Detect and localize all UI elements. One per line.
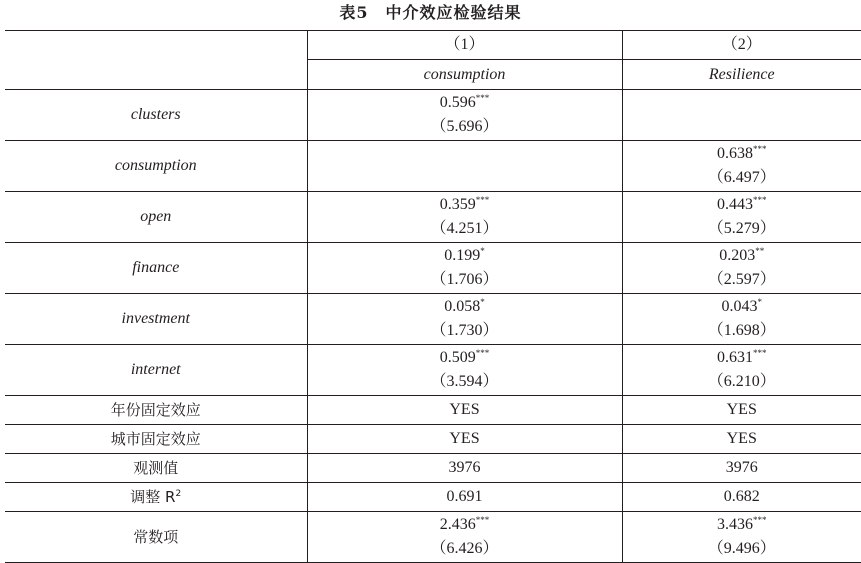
- t-stat: （6.497）: [623, 166, 861, 190]
- coef-value: 2.436: [440, 516, 476, 533]
- control-value: YES: [307, 425, 622, 454]
- table-row: [5, 141, 861, 192]
- t-stat: （9.496）: [623, 537, 861, 561]
- significance-stars: ***: [753, 195, 767, 205]
- row-label: 观测值: [5, 454, 307, 483]
- significance-stars: *: [758, 297, 763, 307]
- significance-stars: ***: [753, 515, 767, 525]
- significance-stars: ***: [476, 515, 490, 525]
- observation-count: 3976: [307, 454, 622, 483]
- table-row: [5, 345, 861, 396]
- significance-stars: ***: [753, 144, 767, 154]
- table-row: [5, 396, 861, 425]
- table-row: [5, 483, 861, 512]
- column-name-2: Resilience: [622, 60, 861, 90]
- t-stat: （3.594）: [308, 370, 622, 394]
- row-label: 年份固定效应: [5, 396, 307, 425]
- row-label: open: [5, 192, 307, 243]
- coef-cell: [622, 192, 861, 243]
- significance-stars: ***: [476, 195, 490, 205]
- r2-superscript: 2: [175, 489, 181, 499]
- coef-cell: [307, 141, 622, 192]
- significance-stars: ***: [753, 348, 767, 358]
- observation-count: 3976: [622, 454, 861, 483]
- table-caption: 表5 中介效应检验结果: [0, 0, 861, 30]
- row-label: 城市固定效应: [5, 425, 307, 454]
- coef-cell: [307, 512, 622, 563]
- table-row: [5, 294, 861, 345]
- coef-cell: [307, 243, 622, 294]
- column-number-row: [5, 31, 861, 60]
- column-name-1: consumption: [307, 60, 622, 90]
- coef-value: 0.638: [717, 145, 753, 162]
- t-stat: （4.251）: [308, 217, 622, 241]
- significance-stars: **: [755, 246, 764, 256]
- coef-value: 0.199: [444, 247, 480, 264]
- t-stat: （2.597）: [623, 268, 861, 292]
- coef-cell: [622, 294, 861, 345]
- coef-cell: [307, 192, 622, 243]
- coef-cell: [307, 345, 622, 396]
- table-row: [5, 192, 861, 243]
- table-row: [5, 243, 861, 294]
- table-row: [5, 425, 861, 454]
- coef-cell: [622, 90, 861, 141]
- coef-cell: [622, 512, 861, 563]
- column-number-2: （2）: [622, 31, 861, 60]
- t-stat: （1.706）: [308, 268, 622, 292]
- mediation-results-table: [5, 30, 861, 563]
- coef-cell: [307, 294, 622, 345]
- row-label: consumption: [5, 141, 307, 192]
- significance-stars: ***: [476, 93, 490, 103]
- row-label: investment: [5, 294, 307, 345]
- t-stat: （1.698）: [623, 319, 861, 343]
- table-row: [5, 512, 861, 563]
- r2-value: 0.691: [307, 483, 622, 512]
- coef-value: 0.596: [440, 94, 476, 111]
- table-row: [5, 454, 861, 483]
- coef-cell: [622, 141, 861, 192]
- row-label: 常数项: [5, 512, 307, 563]
- coef-value: 0.058: [444, 298, 480, 315]
- coef-value: 0.043: [722, 298, 758, 315]
- t-stat: （5.279）: [623, 217, 861, 241]
- t-stat: （5.696）: [308, 115, 622, 139]
- control-value: YES: [307, 396, 622, 425]
- header-blank-cell: [5, 31, 307, 90]
- significance-stars: *: [480, 246, 485, 256]
- significance-stars: ***: [476, 348, 490, 358]
- control-value: YES: [622, 425, 861, 454]
- coef-value: 0.631: [717, 349, 753, 366]
- t-stat: （1.730）: [308, 319, 622, 343]
- control-value: YES: [622, 396, 861, 425]
- r2-value: 0.682: [622, 483, 861, 512]
- coef-cell: [622, 243, 861, 294]
- coef-value: 0.203: [719, 247, 755, 264]
- coef-value: 3.436: [717, 516, 753, 533]
- t-stat: （6.210）: [623, 370, 861, 394]
- column-number-1: （1）: [307, 31, 622, 60]
- row-label: finance: [5, 243, 307, 294]
- coef-value: 0.443: [717, 196, 753, 213]
- r2-label: 调整 R: [130, 488, 175, 506]
- coef-cell: [307, 90, 622, 141]
- table-row: [5, 90, 861, 141]
- significance-stars: *: [480, 297, 485, 307]
- t-stat: （6.426）: [308, 537, 622, 561]
- coef-value: 0.359: [440, 196, 476, 213]
- row-label: clusters: [5, 90, 307, 141]
- row-label: internet: [5, 345, 307, 396]
- coef-value: 0.509: [440, 349, 476, 366]
- row-label: [5, 483, 307, 512]
- coef-cell: [622, 345, 861, 396]
